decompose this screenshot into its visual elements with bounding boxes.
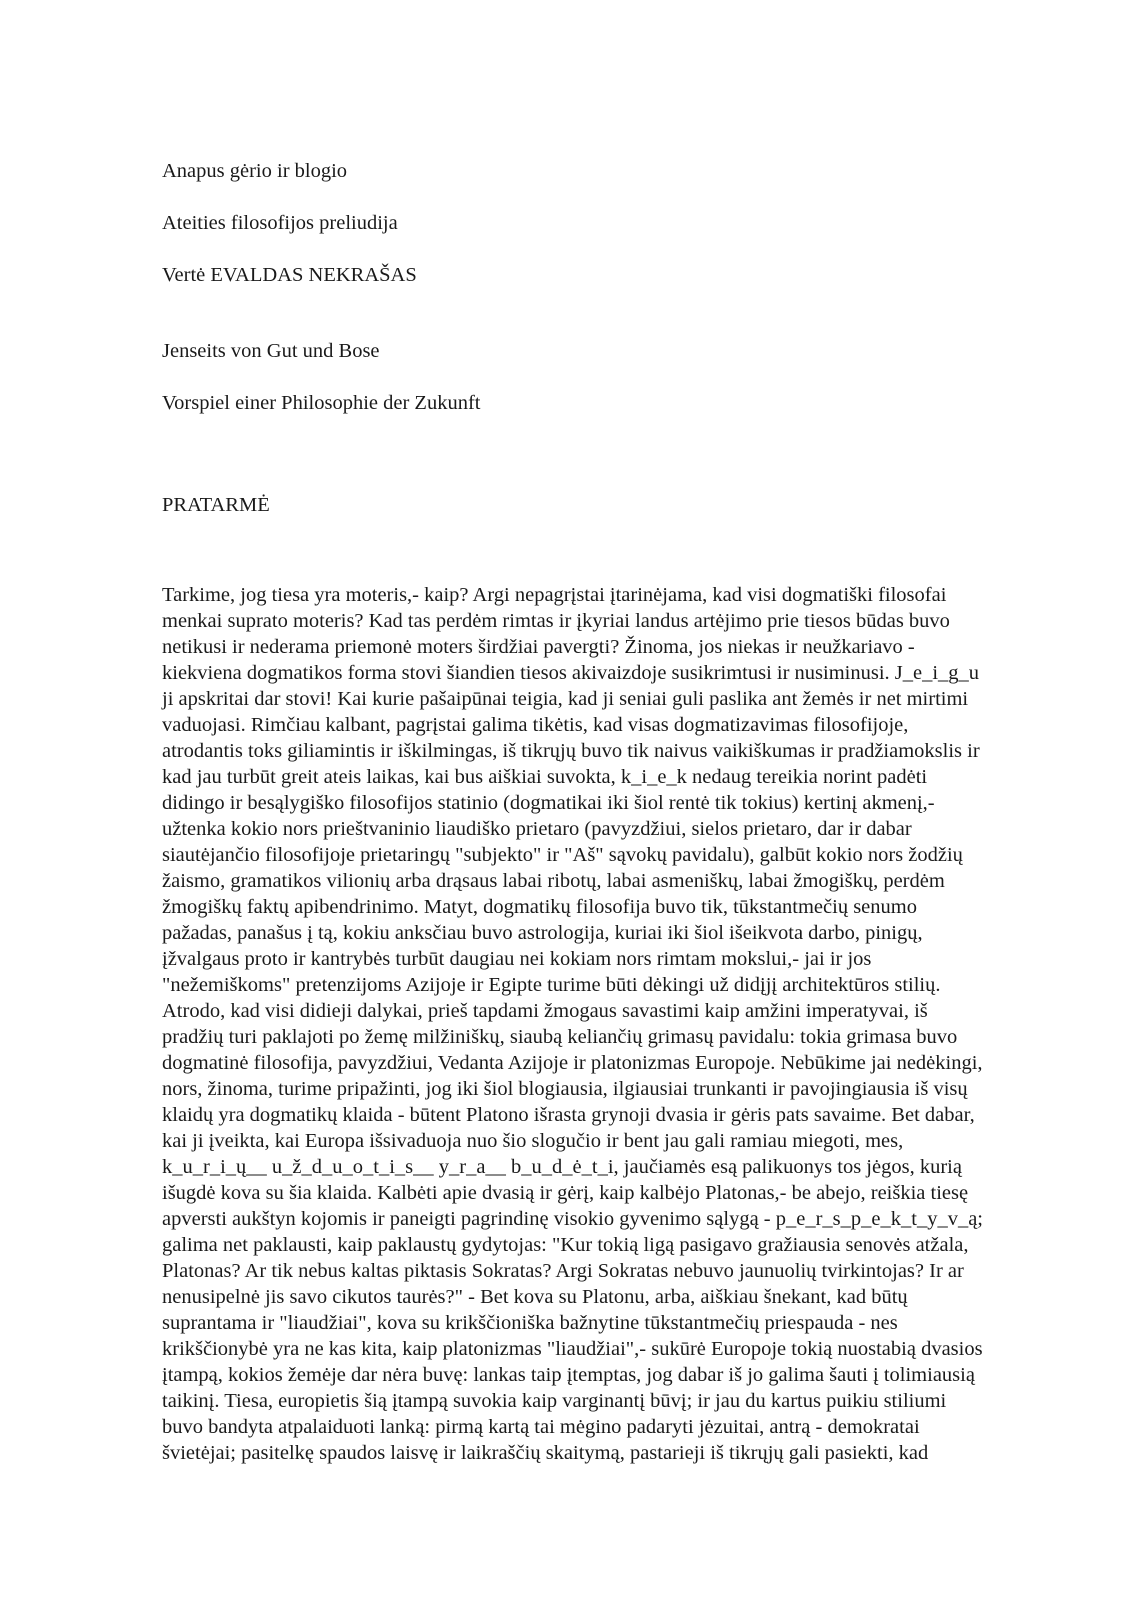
paragraph-line: pradžių turi paklajoti po žemę milžiniškų, siaubą keliančių grimasų pavidalu: tokia grimasa buvo — [162, 1026, 958, 1048]
paragraph-line: galima net paklausti, kaip paklaustų gydytojas: "Kur tokią ligą pasigavo gražiausia senovės atžala, — [162, 1234, 969, 1256]
paragraph-line: įžvalgaus proto ir kantrybės turbūt daugiau nei kokiam nors rimtam mokslui,- jai ir jos — [162, 948, 872, 970]
original-title: Jenseits von Gut und Bose — [162, 340, 380, 362]
paragraph-line: buvo bandyta atpalaiduoti lanką: pirmą kartą tai mėgino padaryti jėzuitai, antrą - demokratai — [162, 1416, 920, 1438]
paragraph-line: žmogiškų faktų apibendrinimo. Matyt, dogmatikų filosofija buvo tik, tūkstantmečių senumo — [162, 896, 917, 918]
paragraph-line: menkai suprato moteris? Kad tas perdėm rimtas ir įkyriai landus artėjimo prie tiesos būdas buvo — [162, 610, 950, 632]
paragraph-line: klaidų yra dogmatikų klaida - būtent Platono išrasta grynoji dvasia ir gėris pats savaime. Bet dabar, — [162, 1104, 975, 1126]
paragraph-line: Atrodo, kad visi didieji dalykai, prieš tapdami žmogaus savastimi kaip amžini imperatyvai, iš — [162, 1000, 928, 1022]
translator-credit: Vertė EVALDAS NEKRAŠAS — [162, 264, 417, 286]
paragraph-line: išugdė kova su šia klaida. Kalbėti apie dvasią ir gėrį, kaip kalbėjo Platonas,- be abejo, reiškia tiesę — [162, 1182, 969, 1204]
paragraph-line: žaismo, gramatikos vilionių arba drąsaus labai ribotų, labai asmeniškų, labai žmogiškų, perdėm — [162, 870, 945, 892]
paragraph-line: vaduojasi. Rimčiau kalbant, pagrįstai galima tikėtis, kad visas dogmatizavimas filosofijoje, — [162, 714, 909, 736]
paragraph-line: Platonas? Ar tik nebus kaltas piktasis Sokratas? Argi Sokratas nebuvo jaunuolių tvirkintojas? Ir ar — [162, 1260, 964, 1282]
paragraph-line: dogmatinė filosofija, pavyzdžiui, Vedanta Azijoje ir platonizmas Europoje. Nebūkime jai nedėkingi, — [162, 1052, 983, 1074]
paragraph-line: k_u_r_i_ų__ u_ž_d_u_o_t_i_s__ y_r_a__ b_u_d_ė_t_i, jaučiamės esą palikuonys tos jėgos, kurią — [162, 1156, 962, 1178]
paragraph-line: kiekviena dogmatikos forma stovi šiandien tiesos akivaizdoje susikrimtusi ir nusiminusi. J_e_i_g_u — [162, 662, 980, 684]
paragraph-line: švietėjai; pasitelkę spaudos laisvę ir laikraščių skaitymą, pastarieji iš tikrųjų gali pasiekti, kad — [162, 1442, 929, 1464]
paragraph-line: užtenka kokio nors prieštvaninio liaudiško prietaro (pavyzdžiui, sielos prietaro, dar ir dabar — [162, 818, 912, 840]
paragraph-line: taikinį. Tiesa, europietis šią įtampą suvokia kaip varginantį būvį; ir jau du kartus puikiu stiliumi — [162, 1390, 947, 1412]
paragraph-line: apversti aukštyn kojomis ir paneigti pagrindinę visokio gyvenimo sąlygą - p_e_r_s_p_e_k_t_y_v_ą; — [162, 1208, 984, 1230]
paragraph-line: didingo ir besąlygiško filosofijos statinio (dogmatikai iki šiol rentė tik tokius) kertinį akmenį,- — [162, 792, 935, 814]
paragraph-line: siautėjančio filosofijoje prietaringų "subjekto" ir "Aš" sąvokų pavidalu), galbūt kokio nors žodžių — [162, 844, 963, 866]
section-heading: PRATARMĖ — [162, 494, 270, 516]
preface-paragraph — [162, 582, 1092, 1466]
book-title: Anapus gėrio ir blogio — [162, 160, 348, 182]
paragraph-line: Tarkime, jog tiesa yra moteris,- kaip? Argi nepagrįstai įtarinėjama, kad visi dogmatiški filosofai — [162, 584, 947, 606]
paragraph-line: nenusipelnė jis savo cikutos taurės?" - Bet kova su Platonu, arba, aiškiau šnekant, kad būtų — [162, 1286, 908, 1308]
paragraph-line: "nežemiškoms" pretenzijoms Azijoje ir Egipte turime būti dėkingi už didįjį architektūros stilių. — [162, 974, 941, 996]
paragraph-line: nors, žinoma, turime pripažinti, jog iki šiol blogiausia, ilgiausiai trunkanti ir pavojingiausia iš visų — [162, 1078, 968, 1100]
paragraph-line: kad jau turbūt greit ateis laikas, kai bus aiškiai suvokta, k_i_e_k nedaug tereikia norint padėti — [162, 766, 928, 788]
book-subtitle: Ateities filosofijos preliudija — [162, 212, 398, 234]
paragraph-line: atrodantis toks giliamintis ir iškilmingas, iš tikrųjų buvo tik naivus vaikiškumas ir pradžiamokslis ir — [162, 740, 980, 762]
paragraph-line: netikusi ir nederama priemonė moters širdžiai pavergti? Žinoma, jos niekas ir neužkariavo - — [162, 636, 915, 658]
paragraph-line: suprantama ir "liaudžiai", kova su krikščioniška bažnytine tūkstantmečių priespauda - nes — [162, 1312, 898, 1334]
paragraph-line: ji apskritai dar stovi! Kai kurie pašaipūnai teigia, kad ji seniai guli paslika ant žemės ir net mirtimi — [162, 688, 969, 710]
paragraph-line: pažadas, panašus į tą, kokiu anksčiau buvo astrologija, kuriai iki šiol išeikvota darbo, pinigų, — [162, 922, 923, 944]
original-subtitle: Vorspiel einer Philosophie der Zukunft — [162, 392, 481, 414]
paragraph-line: įtampą, kokios žemėje dar nėra buvę: lankas taip įtemptas, jog dabar iš jo galima šauti į tolimiausią — [162, 1364, 975, 1386]
paragraph-line: krikščionybė yra ne kas kita, kaip platonizmas "liaudžiai",- sukūrė Europoje tokią nuostabią dvasios — [162, 1338, 983, 1360]
paragraph-line: kai ji įveikta, kai Europa išsivaduoja nuo šio slogučio ir bent jau gali ramiau miegoti, mes, — [162, 1130, 904, 1152]
